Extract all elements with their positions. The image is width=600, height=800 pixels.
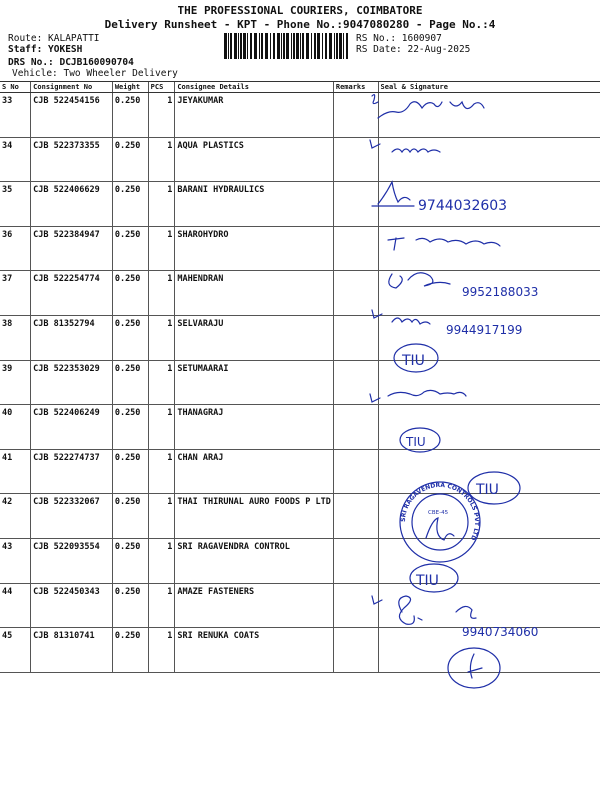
barcode-bar — [343, 33, 344, 59]
cell-pcs: 1 — [148, 449, 175, 494]
barcode-bar — [277, 33, 280, 59]
cell-remarks — [333, 405, 378, 450]
barcode-bar — [247, 33, 248, 59]
barcode-bar — [296, 33, 299, 59]
cell-remarks — [333, 226, 378, 271]
cell-sno: 41 — [0, 449, 31, 494]
cell-consignment: CJB 522384947 — [31, 226, 113, 271]
cell-consignment: CJB 522406249 — [31, 405, 113, 450]
cell-consignee: SRI RAGAVENDRA CONTROL — [175, 538, 334, 583]
handwritten-initials: TIU — [476, 482, 499, 498]
stamp-center-text: CBE-45 — [428, 510, 449, 516]
cell-pcs: 1 — [148, 182, 175, 227]
cell-sno: 37 — [0, 271, 31, 316]
cell-seal — [378, 182, 600, 227]
cell-consignment: CJB 522406629 — [31, 182, 113, 227]
cell-sno: 34 — [0, 137, 31, 182]
barcode-bar — [238, 33, 239, 59]
cell-pcs: 1 — [148, 271, 175, 316]
cell-consignee: SETUMAARAI — [175, 360, 334, 405]
rs-number: RS No.: 1600907 — [356, 33, 442, 44]
barcode-bar — [261, 33, 263, 59]
table-row — [0, 449, 600, 494]
cell-consignment: CJB 81310741 — [31, 628, 113, 673]
cell-consignee: AQUA PLASTICS — [175, 137, 334, 182]
table-row — [0, 226, 600, 271]
cell-pcs: 1 — [148, 538, 175, 583]
table-row — [0, 405, 600, 450]
cell-weight: 0.250 — [112, 182, 148, 227]
barcode-bar — [311, 33, 312, 59]
table-row — [0, 538, 600, 583]
cell-remarks — [333, 449, 378, 494]
cell-remarks — [333, 315, 378, 360]
cell-weight: 0.250 — [112, 137, 148, 182]
cell-consignment: CJB 522450343 — [31, 583, 113, 628]
cell-consignment: CJB 522274737 — [31, 449, 113, 494]
cell-pcs: 1 — [148, 405, 175, 450]
cell-weight: 0.250 — [112, 315, 148, 360]
cell-remarks — [333, 583, 378, 628]
col-remarks: Remarks — [333, 82, 378, 93]
table-row — [0, 271, 600, 316]
cell-weight: 0.250 — [112, 405, 148, 450]
cell-remarks — [333, 137, 378, 182]
cell-pcs: 1 — [148, 226, 175, 271]
barcode-bar — [270, 33, 271, 59]
cell-pcs: 1 — [148, 93, 175, 138]
barcode-bar — [243, 33, 246, 59]
col-pcs: PCS — [148, 82, 175, 93]
cell-consignment: CJB 522093554 — [31, 538, 113, 583]
barcode-bar — [322, 33, 323, 59]
table-row — [0, 93, 600, 138]
cell-seal — [378, 137, 600, 182]
cell-consignment: CJB 522332067 — [31, 494, 113, 539]
barcode-bar — [300, 33, 301, 59]
cell-sno: 45 — [0, 628, 31, 673]
handwritten-phone: 9952188033 — [462, 285, 539, 299]
runsheet-table — [0, 81, 600, 673]
cell-remarks — [333, 538, 378, 583]
barcode-bar — [273, 33, 275, 59]
cell-consignee: SRI RENUKA COATS — [175, 628, 334, 673]
cell-remarks — [333, 628, 378, 673]
col-seal: Seal & Signature — [378, 82, 600, 93]
cell-sno: 39 — [0, 360, 31, 405]
cell-weight: 0.250 — [112, 494, 148, 539]
vehicle-label: Vehicle: Two Wheeler Delivery — [12, 68, 178, 79]
barcode-bar — [265, 33, 268, 59]
col-consignment: Consignment No — [31, 82, 113, 93]
cell-consignee: AMAZE FASTENERS — [175, 583, 334, 628]
cell-consignee: CHAN ARAJ — [175, 449, 334, 494]
cell-seal — [378, 271, 600, 316]
cell-seal — [378, 226, 600, 271]
handwritten-phone: 9744032603 — [418, 198, 508, 214]
barcode-bar — [329, 33, 332, 59]
cell-pcs: 1 — [148, 315, 175, 360]
cell-pcs: 1 — [148, 494, 175, 539]
cell-sno: 44 — [0, 583, 31, 628]
cell-consignee: JEYAKUMAR — [175, 93, 334, 138]
barcode-bar — [325, 33, 327, 59]
cell-weight: 0.250 — [112, 226, 148, 271]
drs-number: DRS No.: DCJB160090704 — [8, 57, 134, 68]
table-row — [0, 583, 600, 628]
cell-consignee: BARANI HYDRAULICS — [175, 182, 334, 227]
stamp-text: SRI RAGAVENDRA CONTROLS PVT LTD — [399, 481, 481, 542]
handwritten-phone: 9944917199 — [446, 323, 523, 337]
cell-weight: 0.250 — [112, 583, 148, 628]
cell-sno: 42 — [0, 494, 31, 539]
cell-consignment: CJB 81352794 — [31, 315, 113, 360]
rs-date: RS Date: 22-Aug-2025 — [356, 44, 471, 55]
cell-pcs: 1 — [148, 583, 175, 628]
cell-consignee: THANAGRAJ — [175, 405, 334, 450]
barcode-bar — [286, 33, 289, 59]
barcode-bar — [334, 33, 335, 59]
cell-consignee: MAHENDRAN — [175, 271, 334, 316]
cell-remarks — [333, 271, 378, 316]
cell-remarks — [333, 182, 378, 227]
cell-consignee: SHAROHYDRO — [175, 226, 334, 271]
cell-consignment: CJB 522454156 — [31, 93, 113, 138]
barcode-bar — [259, 33, 260, 59]
table-row — [0, 360, 600, 405]
cell-sno: 43 — [0, 538, 31, 583]
barcode-bar — [339, 33, 342, 59]
cell-seal — [378, 315, 600, 360]
barcode-bar — [234, 33, 237, 59]
cell-seal — [378, 405, 600, 450]
barcode-bar — [228, 33, 229, 59]
cell-consignee: SELVARAJU — [175, 315, 334, 360]
cell-seal — [378, 494, 600, 539]
barcode-bar — [314, 33, 316, 59]
cell-seal — [378, 93, 600, 138]
barcode-image — [224, 33, 350, 59]
cell-remarks — [333, 93, 378, 138]
handwritten-initials: TIU — [406, 435, 426, 449]
barcode-bar — [250, 33, 252, 59]
cell-sno: 40 — [0, 405, 31, 450]
table-row — [0, 137, 600, 182]
barcode-bar — [281, 33, 282, 59]
cell-weight: 0.250 — [112, 271, 148, 316]
table-row — [0, 315, 600, 360]
runsheet-subtitle: Delivery Runsheet - KPT - Phone No.:9047080280 - Page No.:4 — [104, 18, 496, 31]
barcode-bar — [254, 33, 257, 59]
barcode-bar — [291, 33, 292, 59]
table-header-row — [0, 82, 600, 93]
cell-weight: 0.250 — [112, 93, 148, 138]
cell-seal — [378, 538, 600, 583]
barcode-bar — [283, 33, 285, 59]
barcode-bar — [336, 33, 338, 59]
cell-sno: 36 — [0, 226, 31, 271]
barcode-bar — [302, 33, 304, 59]
cell-consignment: CJB 522353029 — [31, 360, 113, 405]
route-label: Route: KALAPATTI — [8, 33, 100, 44]
handwritten-phone: 9940734060 — [462, 625, 539, 639]
cell-consignment: CJB 522373355 — [31, 137, 113, 182]
cell-weight: 0.250 — [112, 538, 148, 583]
staff-label: Staff: YOKESH — [8, 44, 83, 55]
company-title: THE PROFESSIONAL COURIERS, COIMBATORE — [177, 4, 423, 17]
barcode-bar — [306, 33, 309, 59]
cell-remarks — [333, 494, 378, 539]
cell-weight: 0.250 — [112, 449, 148, 494]
barcode-bar — [240, 33, 242, 59]
table-row — [0, 628, 600, 673]
cell-seal — [378, 449, 600, 494]
handwritten-initials: TIU — [402, 353, 425, 369]
barcode-bar — [317, 33, 320, 59]
col-sno: S No — [0, 82, 31, 93]
cell-pcs: 1 — [148, 360, 175, 405]
cell-sno: 35 — [0, 182, 31, 227]
cell-remarks — [333, 360, 378, 405]
cell-pcs: 1 — [148, 137, 175, 182]
barcode-bar — [293, 33, 295, 59]
handwritten-initials: TIU — [416, 573, 439, 589]
table-row — [0, 182, 600, 227]
cell-consignee: THAI THIRUNAL AURO FOODS P LTD — [175, 494, 334, 539]
barcode-bar — [224, 33, 227, 59]
cell-seal — [378, 360, 600, 405]
cell-sno: 33 — [0, 93, 31, 138]
cell-seal — [378, 628, 600, 673]
table-row — [0, 494, 600, 539]
cell-weight: 0.250 — [112, 360, 148, 405]
barcode-bar — [346, 33, 348, 59]
col-consignee: Consignee Details — [175, 82, 334, 93]
cell-consignment: CJB 522254774 — [31, 271, 113, 316]
cell-sno: 38 — [0, 315, 31, 360]
cell-weight: 0.250 — [112, 628, 148, 673]
cell-pcs: 1 — [148, 628, 175, 673]
col-weight: Weight — [112, 82, 148, 93]
barcode-bar — [230, 33, 232, 59]
cell-seal — [378, 583, 600, 628]
